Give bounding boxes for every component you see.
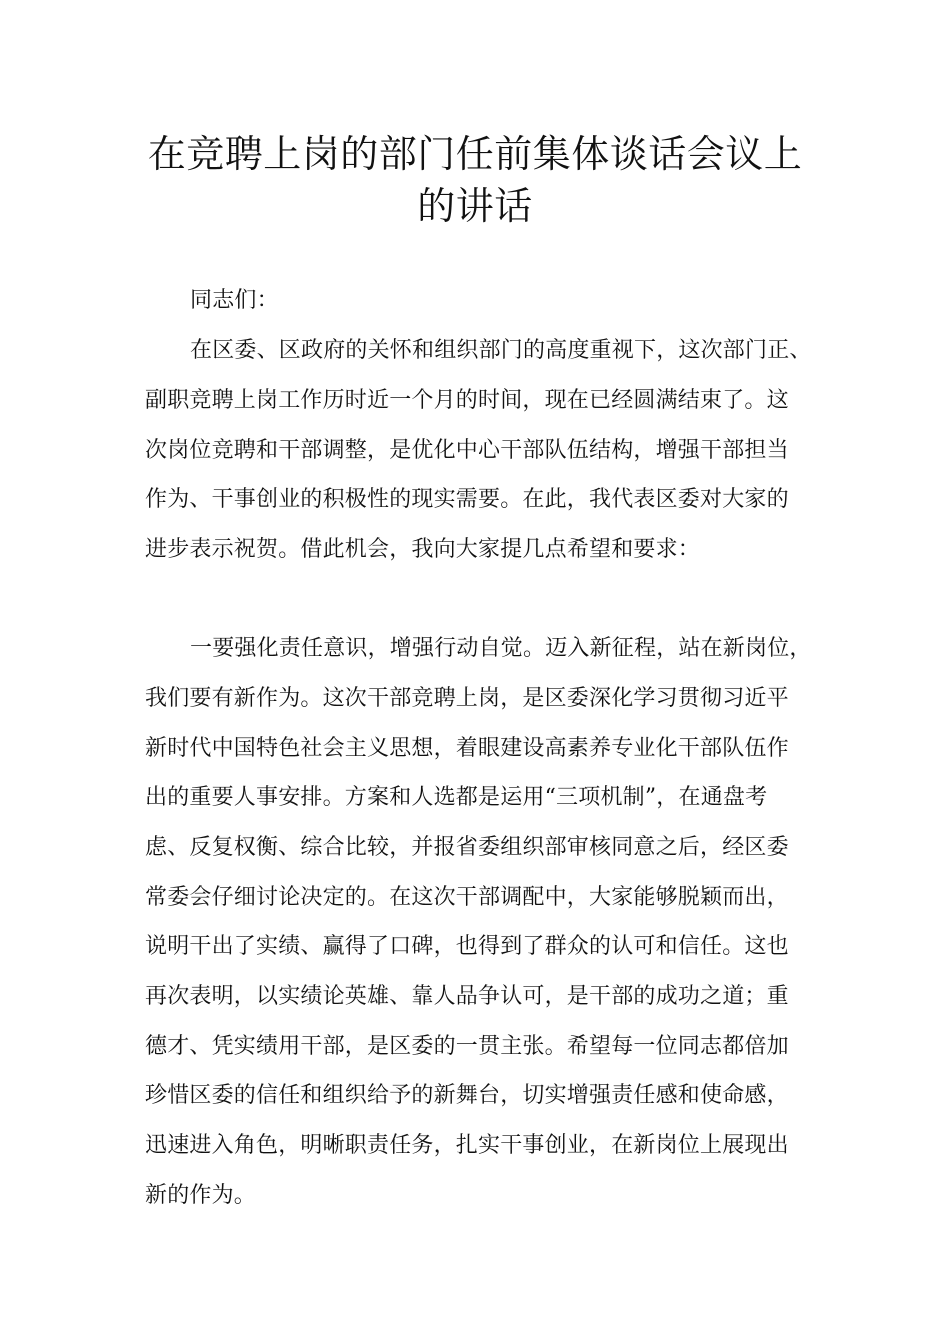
paragraph-2-line-10: 珍惜区委的信任和组织给予的新舞台，切实增强责任感和使命感， [145,1083,789,1108]
paragraph-2-line-9: 德才、凭实绩用干部，是区委的一贯主张。希望每一位同志都倍加 [145,1034,789,1059]
paragraph-1-line-1: 在区委、区政府的关怀和组织部门的高度重视下，这次部门正、 [190,338,812,363]
paragraph-1-line-2: 副职竞聘上岗工作历时近一个月的时间，现在已经圆满结束了。这 [145,388,789,413]
paragraph-2-line-8: 再次表明，以实绩论英雄、靠人品争认可，是干部的成功之道；重 [145,984,789,1009]
paragraph-1-line-3: 次岗位竞聘和干部调整，是优化中心干部队伍结构，增强干部担当 [145,438,789,463]
page-title [120,128,830,232]
paragraph-2-line-3: 新时代中国特色社会主义思想，着眼建设高素养专业化干部队伍作 [145,736,789,761]
title-line-1: 在竞聘上岗的部门任前集体谈话会议上 [147,132,803,176]
paragraph-2-line-6: 常委会仔细讨论决定的。在这次干部调配中，大家能够脱颖而出， [145,885,789,910]
paragraph-1-line-5: 进步表示祝贺。借此机会，我向大家提几点希望和要求： [145,537,701,562]
paragraph-2-line-12: 新的作为。 [145,1183,257,1208]
paragraph-2-line-2: 我们要有新作为。这次干部竞聘上岗，是区委深化学习贯彻习近平 [145,686,789,711]
title-line-2: 的讲话 [417,184,533,228]
paragraph-2-line-11: 迅速进入角色，明晰职责任务，扎实干事创业，在新岗位上展现出 [145,1133,789,1158]
paragraph-2-line-4: 出的重要人事安排。方案和人选都是运用“三项机制”，在通盘考 [145,785,768,810]
paragraph-2-line-7: 说明干出了实绩、赢得了口碑，也得到了群众的认可和信任。这也 [145,934,789,959]
paragraph-2-line-1: 一要强化责任意识，增强行动自觉。迈入新征程，站在新岗位， [190,636,812,661]
salutation: 同志们： [190,288,279,313]
paragraph-1-line-4: 作为、干事创业的积极性的现实需要。在此，我代表区委对大家的 [145,487,789,512]
paragraph-2-line-5: 虑、反复权衡、综合比较，并报省委组织部审核同意之后，经区委 [145,835,789,860]
